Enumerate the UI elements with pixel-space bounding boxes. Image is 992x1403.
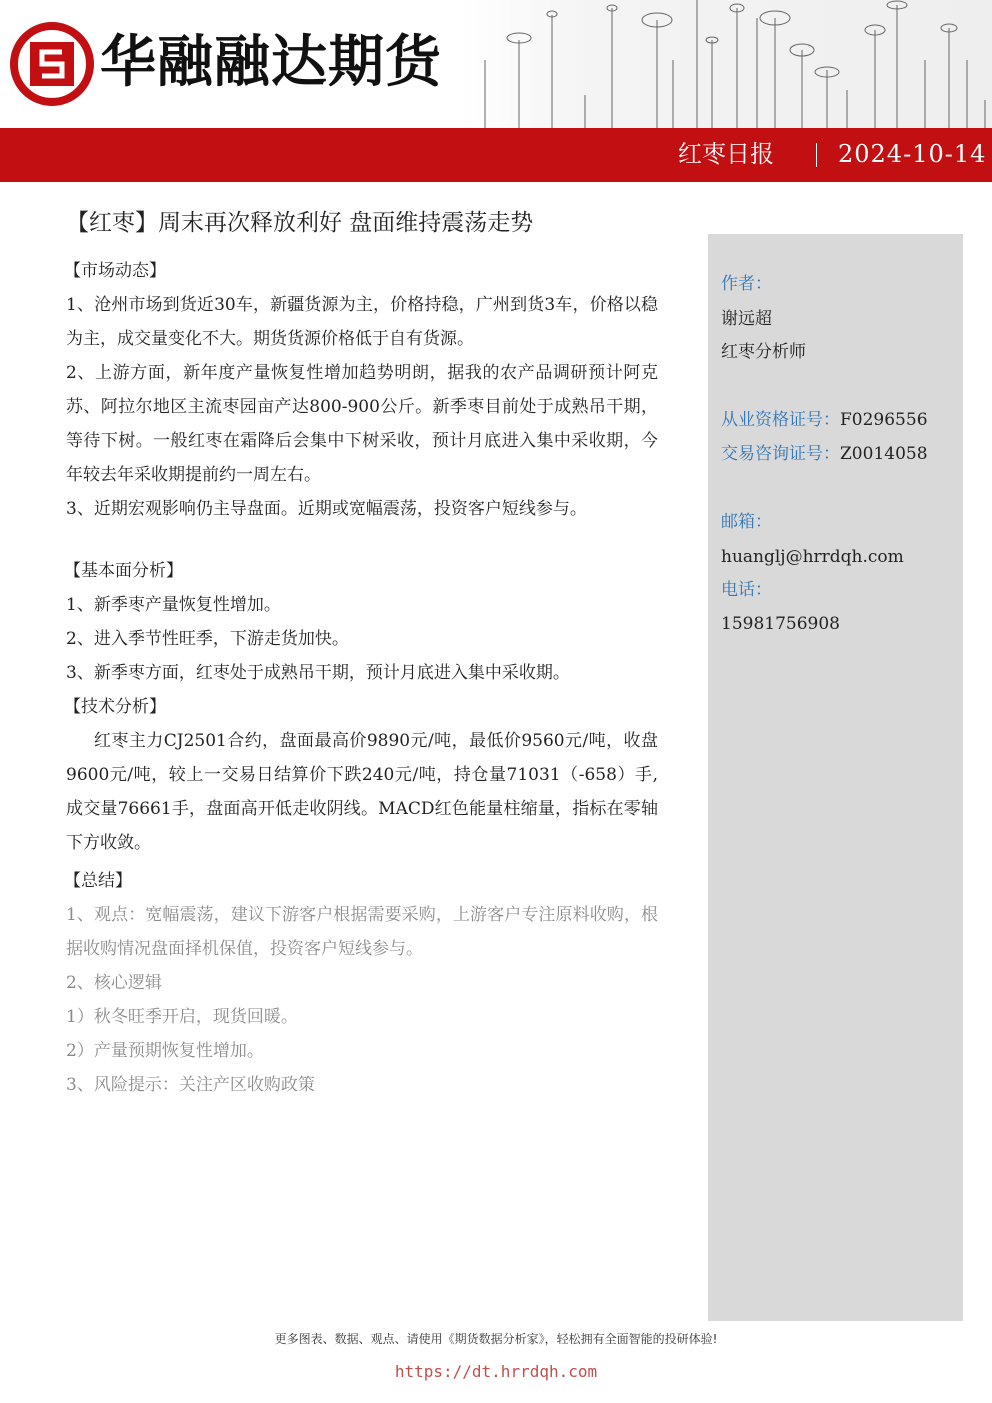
report-type: 红枣日报 bbox=[678, 140, 774, 168]
phone-label: 电话： bbox=[721, 580, 772, 600]
header-decoration bbox=[457, 0, 992, 128]
author-name: 谢远超 bbox=[721, 309, 772, 329]
summary-paragraph: 3、风险提示：关注产区收购政策 bbox=[66, 1075, 315, 1095]
consulting-line bbox=[721, 440, 928, 468]
brand-name: 华融融达期货 bbox=[100, 30, 442, 95]
email-label: 邮箱： bbox=[721, 512, 772, 532]
fundamental-paragraph: 2、进入季节性旺季，下游走货加快。 bbox=[66, 629, 349, 649]
author-role: 红枣分析师 bbox=[721, 342, 806, 362]
market-paragraph: 1、沧州市场到货近30车，新疆货源为主，价格持稳，广州到货3车，价格以稳为主，成交量变化不大。期货货源价格低于自有货源。 bbox=[66, 295, 658, 349]
fundamental-paragraph: 1、新季枣产量恢复性增加。 bbox=[66, 595, 281, 615]
market-section-title: 【市场动态】 bbox=[64, 261, 166, 281]
author-sidebar bbox=[708, 234, 963, 1321]
report-headline: 【红枣】周末再次释放利好 盘面维持震荡走势 bbox=[66, 210, 534, 236]
report-date: 2024-10-14 bbox=[838, 140, 987, 168]
summary-paragraph: 1、观点：宽幅震荡，建议下游客户根据需要采购，上游客户专注原料收购，根据收购情况盘面择机保值，投资客户短线参与。 bbox=[66, 905, 658, 959]
fundamental-section-title: 【基本面分析】 bbox=[64, 561, 183, 581]
phone-number: 15981756908 bbox=[721, 614, 840, 634]
author-label: 作者： bbox=[721, 274, 772, 294]
title-bar-divider bbox=[816, 143, 817, 167]
summary-paragraph: 2、核心逻辑 bbox=[66, 973, 162, 993]
summary-section-title: 【总结】 bbox=[64, 871, 132, 891]
footer-link[interactable]: https://dt.hrrdqh.com bbox=[394, 1362, 598, 1381]
company-logo-icon bbox=[10, 22, 94, 106]
technical-section-title: 【技术分析】 bbox=[64, 697, 166, 717]
summary-paragraph: 1）秋冬旺季开启，现货回暖。 bbox=[66, 1007, 298, 1027]
report-header bbox=[0, 0, 992, 128]
report-body bbox=[66, 254, 658, 1102]
fundamental-paragraph: 3、新季枣方面，红枣处于成熟吊干期，预计月底进入集中采收期。 bbox=[66, 663, 570, 683]
market-paragraph: 2、上游方面，新年度产量恢复性增加趋势明朗，据我的农产品调研预计阿克苏、阿拉尔地区主流枣园亩产达800-900公斤。新季枣目前处于成熟吊干期，等待下树。一般红枣在霜降后会集中下树采收，预计月底进入集中采收期，今年较去年采收期提前约一周左右。 bbox=[66, 363, 658, 485]
qualification-line bbox=[721, 406, 928, 434]
market-paragraph: 3、近期宏观影响仍主导盘面。近期或宽幅震荡，投资客户短线参与。 bbox=[66, 499, 587, 519]
technical-paragraph: 红枣主力CJ2501合约，盘面最高价9890元/吨，最低价9560元/吨，收盘9600元/吨，较上一交易日结算价下跌240元/吨，持仓量71031（-658）手,成交量76661手，盘面高开低走收阴线。MACD红色能量柱缩量，指标在零轴下方收敛。 bbox=[66, 731, 658, 853]
qualification-number: F0296556 bbox=[840, 410, 928, 430]
qualification-label: 从业资格证号： bbox=[721, 410, 840, 430]
footer-note: 更多图表、数据、观点、请使用《期货数据分析家》，轻松拥有全面智能的投研体验! bbox=[274, 1332, 718, 1346]
email-address[interactable]: huanglj@hrrdqh.com bbox=[721, 547, 904, 567]
consulting-number: Z0014058 bbox=[840, 444, 928, 464]
summary-paragraph: 2）产量预期恢复性增加。 bbox=[66, 1041, 264, 1061]
consulting-label: 交易咨询证号： bbox=[721, 444, 840, 464]
